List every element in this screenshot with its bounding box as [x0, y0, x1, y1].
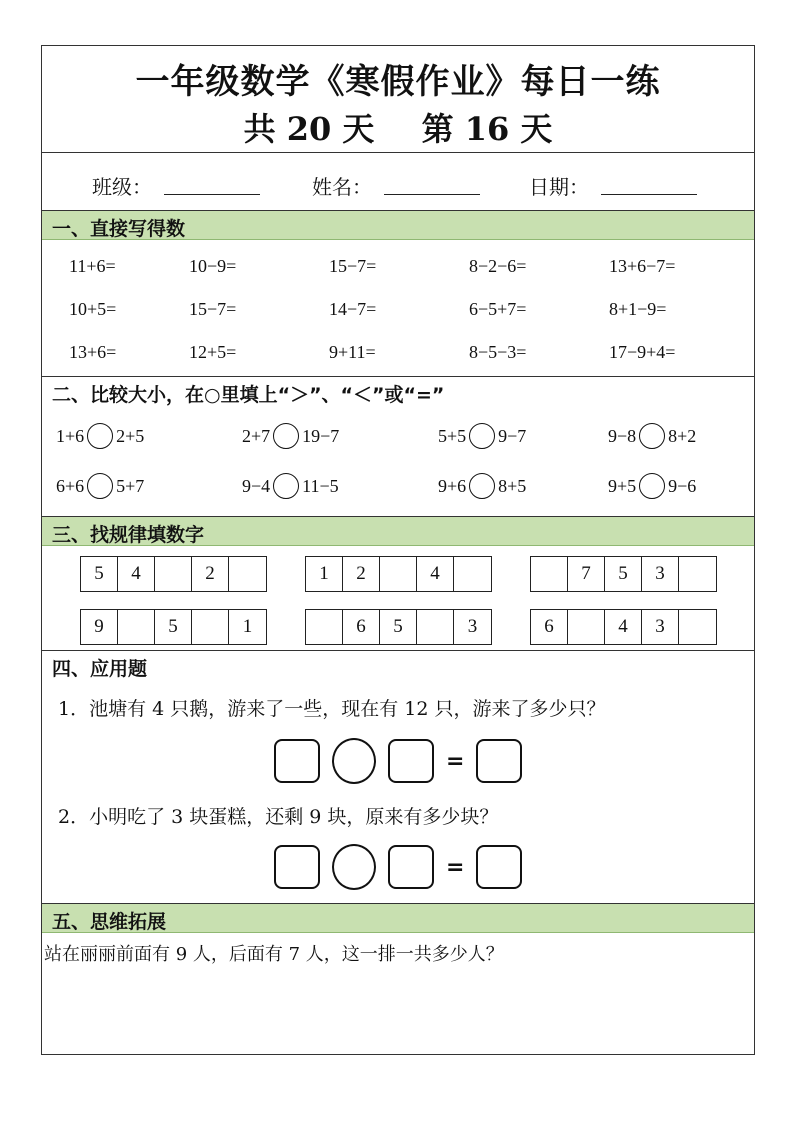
- comparison-item: [438, 423, 526, 449]
- left-expression: 2+7: [242, 425, 271, 446]
- left-expression: 9+6: [438, 475, 467, 496]
- current-day: 第 16 天: [421, 110, 553, 148]
- number-cell: 6: [531, 610, 568, 644]
- number-cell: 3: [642, 557, 679, 591]
- operator-circle[interactable]: [332, 738, 376, 784]
- equation: 11+6=: [69, 256, 116, 276]
- number-cell: 5: [380, 610, 417, 644]
- number-sequence: [530, 609, 717, 645]
- compare-circle[interactable]: [273, 473, 299, 499]
- right-expression: 8+2: [668, 425, 697, 446]
- comparison-item: [56, 473, 144, 499]
- comparison-item: [438, 473, 526, 499]
- answer-box[interactable]: [274, 845, 320, 889]
- number-cell: 1: [306, 557, 343, 591]
- left-expression: 9−8: [608, 425, 637, 446]
- number-cell: 5: [155, 610, 192, 644]
- worksheet-title: 一年级数学《寒假作业》每日一练: [135, 62, 661, 102]
- question-1: 1．池塘有 4 只鹅，游来了一些，现在有 12 只，游来了多少只？: [58, 698, 606, 720]
- comparison-item: [242, 423, 339, 449]
- section-5-header: [42, 903, 754, 933]
- number-sequence: [305, 556, 492, 592]
- blank-cell[interactable]: [380, 557, 417, 591]
- number-cell: 2: [343, 557, 380, 591]
- number-cell: 1: [242, 616, 253, 637]
- equation: 8−2−6=: [469, 256, 527, 276]
- comparison-item: [608, 473, 696, 499]
- blank-cell[interactable]: [417, 610, 454, 644]
- compare-circle[interactable]: [469, 423, 495, 449]
- answer-box[interactable]: [388, 845, 434, 889]
- equation: 15−7=: [329, 256, 377, 276]
- number-sequence: [80, 609, 267, 645]
- equation: 9+11=: [329, 342, 376, 362]
- blank-cell[interactable]: [679, 557, 716, 591]
- equation: 15−7=: [189, 299, 237, 319]
- compare-circle[interactable]: [639, 473, 665, 499]
- equals-sign: =: [446, 748, 465, 774]
- name-field[interactable]: [384, 194, 480, 195]
- answer-box[interactable]: [388, 739, 434, 783]
- right-expression: 11−5: [302, 475, 339, 496]
- equation: 13+6=: [69, 342, 117, 362]
- blank-cell[interactable]: [118, 610, 155, 644]
- equation: 8−5−3=: [469, 342, 527, 362]
- equals-sign: =: [446, 854, 465, 880]
- equation: 8+1−9=: [609, 299, 667, 319]
- number-cell: 5: [605, 557, 642, 591]
- equation: 6−5+7=: [469, 299, 527, 319]
- compare-circle[interactable]: [639, 423, 665, 449]
- class-field[interactable]: [164, 194, 260, 195]
- number-cell: 7: [568, 557, 605, 591]
- equation: 12+5=: [189, 342, 237, 362]
- right-expression: 8+5: [498, 475, 527, 496]
- answer-box[interactable]: [476, 739, 522, 783]
- comparison-item: [242, 473, 339, 499]
- worksheet-subtitle: [42, 104, 754, 150]
- compare-circle[interactable]: [273, 423, 299, 449]
- blank-cell[interactable]: [568, 610, 605, 644]
- right-expression: 9−7: [498, 425, 527, 446]
- left-expression: 6+6: [56, 475, 85, 496]
- section-3-header: [42, 516, 754, 546]
- equation: 14−7=: [329, 299, 377, 319]
- question-2: 2．小明吃了 3 块蛋糕，还剩 9 块，原来有多少块？: [58, 806, 499, 828]
- number-sequence: [305, 609, 492, 645]
- compare-circle[interactable]: [87, 473, 113, 499]
- worksheet: [41, 45, 755, 1055]
- left-expression: 1+6: [56, 425, 85, 446]
- class-label: 班级：: [92, 175, 152, 199]
- right-expression: 19−7: [302, 425, 340, 446]
- blank-cell[interactable]: [229, 557, 266, 591]
- right-expression: 9−6: [668, 475, 697, 496]
- equation: 10−9=: [189, 256, 237, 276]
- left-expression: 9−4: [242, 475, 271, 496]
- right-expression: 2+5: [116, 425, 145, 446]
- compare-circle[interactable]: [87, 423, 113, 449]
- operator-circle[interactable]: [332, 844, 376, 890]
- right-expression: 5+7: [116, 475, 145, 496]
- answer-row-2: [274, 844, 522, 890]
- answer-row-1: [274, 738, 522, 784]
- number-cell: 3: [467, 616, 478, 637]
- divider: [42, 650, 754, 651]
- answer-box[interactable]: [274, 739, 320, 783]
- equation: 13+6−7=: [609, 256, 676, 276]
- number-cell: 3: [642, 610, 679, 644]
- question-5: 站在丽丽前面有 9 人，后面有 7 人，这一排一共多少人？: [44, 944, 504, 965]
- left-expression: 9+5: [608, 475, 637, 496]
- section-1-header: [42, 210, 754, 240]
- section-5-title: 五、思维拓展: [52, 911, 167, 933]
- left-expression: 5+5: [438, 425, 467, 446]
- number-cell: 9: [81, 610, 118, 644]
- blank-cell[interactable]: [679, 610, 716, 644]
- section-3-title: 三、找规律填数字: [52, 524, 205, 546]
- divider: [42, 152, 754, 153]
- number-cell: 2: [192, 557, 229, 591]
- total-days: 共 20 天: [243, 110, 375, 148]
- compare-circle[interactable]: [469, 473, 495, 499]
- blank-cell[interactable]: [192, 610, 229, 644]
- date-label: 日期：: [529, 175, 589, 199]
- answer-box[interactable]: [476, 845, 522, 889]
- section-2-title: 二、比较大小，在○里填上“＞”、“＜”或“=”: [52, 384, 445, 406]
- number-cell: 4: [118, 557, 155, 591]
- divider: [42, 376, 754, 377]
- date-field[interactable]: [601, 194, 697, 195]
- number-sequence: [80, 556, 267, 592]
- number-cell: 4: [417, 557, 454, 591]
- equation: 10+5=: [69, 299, 117, 319]
- blank-cell[interactable]: [155, 557, 192, 591]
- blank-cell[interactable]: [454, 557, 491, 591]
- comparison-item: [608, 423, 696, 449]
- number-cell: 5: [81, 557, 118, 591]
- number-sequence: [530, 556, 717, 592]
- blank-cell[interactable]: [306, 610, 343, 644]
- section-4-title: 四、应用题: [52, 658, 148, 680]
- number-cell: 6: [343, 610, 380, 644]
- blank-cell[interactable]: [531, 557, 568, 591]
- name-label: 姓名：: [312, 175, 372, 199]
- number-cell: 4: [605, 610, 642, 644]
- section-1-title: 一、直接写得数: [52, 218, 186, 240]
- comparison-item: [56, 423, 144, 449]
- equation: 17−9+4=: [609, 342, 676, 362]
